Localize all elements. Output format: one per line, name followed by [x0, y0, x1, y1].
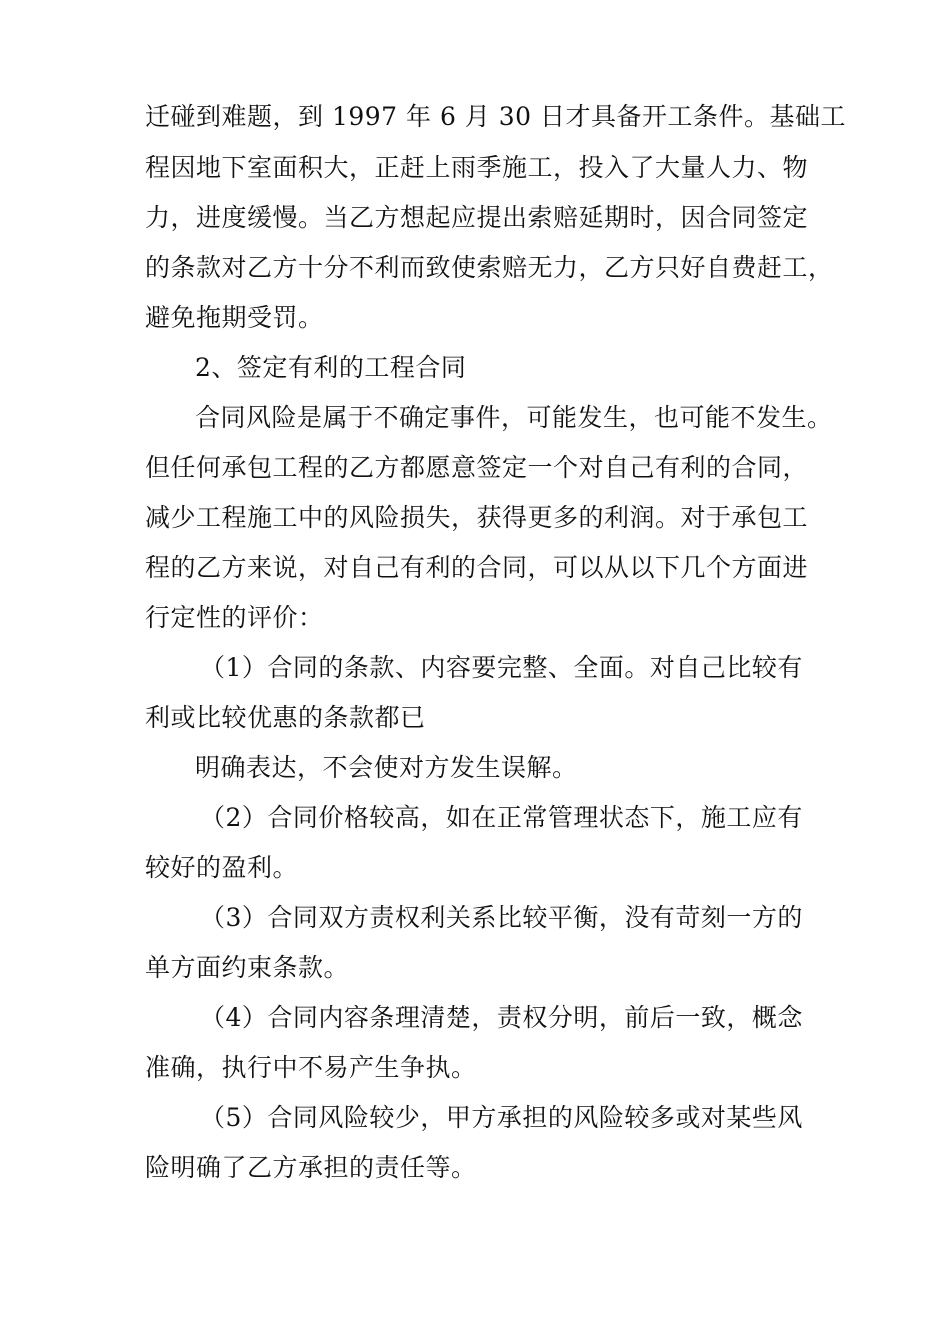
paragraph-line: 的条款对乙方十分不利而致使索赔无力，乙方只好自费赶工， — [145, 253, 834, 282]
paragraph-line: 行定性的评价： — [145, 603, 324, 632]
paragraph-line: 合同风险是属于不确定事件，可能发生，也可能不发生。 — [195, 403, 833, 432]
list-item-line: （1）合同的条款、内容要完整、全面。对自己比较有 — [200, 653, 803, 682]
section-heading: 2、签定有利的工程合同 — [195, 353, 467, 382]
paragraph-line: 明确表达，不会使对方发生误解。 — [195, 753, 578, 782]
list-item-line: （3）合同双方责权利关系比较平衡，没有苛刻一方的 — [200, 903, 803, 932]
paragraph-line: 减少工程施工中的风险损失，获得更多的利润。对于承包工 — [145, 503, 809, 532]
list-item-line: 单方面约束条款。 — [145, 953, 350, 982]
paragraph-line: 程的乙方来说，对自己有利的合同，可以从以下几个方面进 — [145, 553, 809, 582]
paragraph-line: 迁碰到难题，到 1997 年 6 月 30 日才具备开工条件。基础工 — [145, 102, 847, 131]
list-item-line: 利或比较优惠的条款都已 — [145, 703, 426, 732]
paragraph-line: 避免拖期受罚。 — [145, 303, 324, 332]
list-item-line: （4）合同内容条理清楚，责权分明，前后一致，概念 — [200, 1003, 803, 1032]
paragraph-line: 程因地下室面积大，正赶上雨季施工，投入了大量人力、物 — [145, 153, 809, 182]
paragraph-line: 但任何承包工程的乙方都愿意签定一个对自己有利的合同， — [145, 453, 809, 482]
list-item-line: （5）合同风险较少，甲方承担的风险较多或对某些风 — [200, 1103, 803, 1132]
list-item-line: 险明确了乙方承担的责任等。 — [145, 1153, 477, 1182]
list-item-line: （2）合同价格较高，如在正常管理状态下，施工应有 — [200, 803, 803, 832]
paragraph-line: 力，进度缓慢。当乙方想起应提出索赔延期时，因合同签定 — [145, 203, 809, 232]
list-item-line: 较好的盈利。 — [145, 853, 299, 882]
list-item-line: 准确，执行中不易产生争执。 — [145, 1053, 477, 1082]
